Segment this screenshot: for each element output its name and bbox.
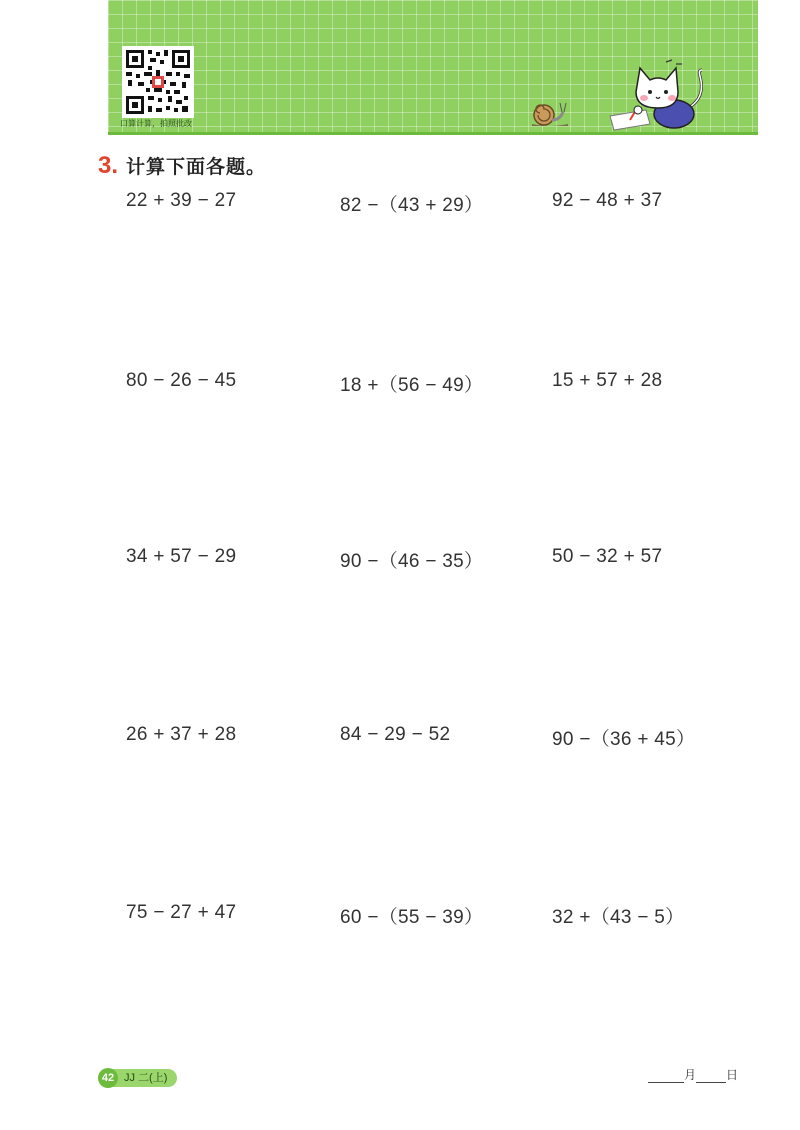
- section-title: 计算下面各题。: [126, 157, 267, 178]
- grade-label: JJ 二(上): [112, 1069, 177, 1087]
- month-blank[interactable]: [648, 1068, 684, 1083]
- problem-item: 82 −（43 + 29）: [340, 195, 484, 216]
- problem-item: 60 −（55 − 39）: [340, 907, 484, 928]
- page-number: 42: [98, 1068, 118, 1088]
- day-label: 日: [726, 1068, 739, 1082]
- qr-caption: 口算计算，拍照批改: [120, 119, 192, 128]
- problem-item: 92 − 48 + 37: [552, 190, 663, 211]
- problem-item: 50 − 32 + 57: [552, 546, 663, 567]
- problem-item: 84 − 29 − 52: [340, 724, 451, 745]
- page-footer-badge: [98, 1068, 177, 1088]
- problem-item: 18 +（56 − 49）: [340, 375, 484, 396]
- problem-item: 90 −（36 + 45）: [552, 729, 696, 750]
- problem-item: 80 − 26 − 45: [126, 370, 237, 391]
- problem-item: 34 + 57 − 29: [126, 546, 237, 567]
- problem-item: 90 −（46 − 35）: [340, 551, 484, 572]
- problem-item: 32 +（43 − 5）: [552, 907, 685, 928]
- month-label: 月: [684, 1068, 697, 1082]
- problem-item: 75 − 27 + 47: [126, 902, 237, 923]
- problem-item: 15 + 57 + 28: [552, 370, 663, 391]
- section-number: 3.: [98, 152, 119, 179]
- problem-item: 26 + 37 + 28: [126, 724, 237, 745]
- date-field: [648, 1066, 738, 1083]
- problem-item: 22 + 39 − 27: [126, 190, 237, 211]
- day-blank[interactable]: [696, 1068, 726, 1083]
